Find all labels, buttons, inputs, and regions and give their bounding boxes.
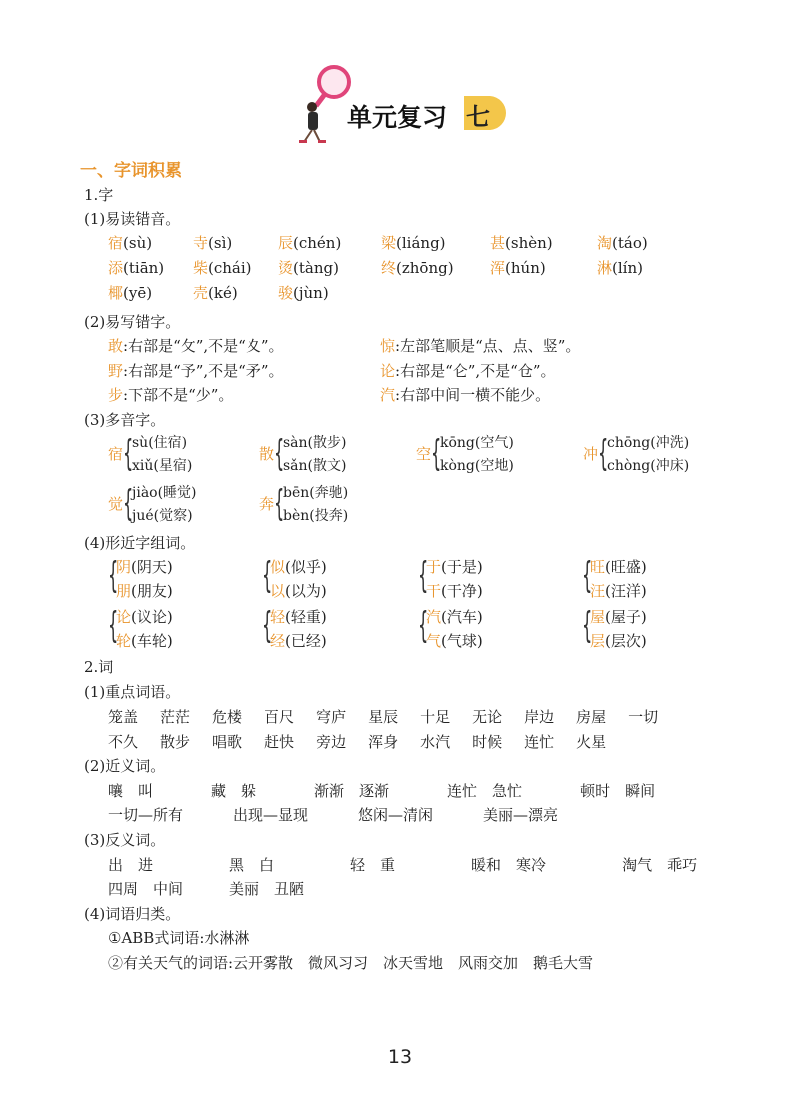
polyphone-char: 宿 [108, 445, 124, 463]
polyphone-reading: xiǔ(星宿) [132, 458, 193, 474]
word-item: 火星 [576, 733, 607, 751]
pron-char: 宿 [108, 234, 124, 252]
similar-char: 汪 [590, 582, 606, 600]
word-item: 时候 [472, 733, 503, 751]
easy-pron-label: (1)易读错音。 [84, 210, 181, 228]
pron-char: 梁 [381, 234, 397, 252]
polyphone-char: 空 [416, 445, 432, 463]
pron-pinyin: (lín) [612, 259, 643, 277]
brace-icon: { [431, 433, 442, 474]
polyphone-reading: bēn(奔驰) [283, 485, 349, 501]
similar-char: 论 [116, 608, 132, 626]
write-char: 论 [380, 362, 396, 380]
write-note: :左部笔顺是“点、点、竖”。 [395, 337, 581, 355]
polyphone-reading: sù(住宿) [132, 435, 188, 451]
similar-example: (朋友) [131, 582, 173, 600]
similar-word [116, 580, 173, 601]
pron-item [490, 232, 553, 253]
polyphone-reading: chòng(冲床) [607, 458, 690, 474]
polyphone-reading: jué(觉察) [132, 508, 193, 524]
similar-char: 似 [270, 558, 286, 576]
similar-char: 气 [426, 632, 442, 650]
brace-icon: { [274, 433, 285, 474]
brace-icon: { [582, 605, 593, 646]
word-item: 美丽 丑陋 [229, 880, 305, 898]
word-item: 浑身 [368, 733, 399, 751]
pron-pinyin: (jùn) [293, 284, 329, 302]
brace-icon: { [418, 555, 429, 596]
similar-example: (阴天) [131, 558, 173, 576]
word-item: 百尺 [264, 708, 295, 726]
antonyms-label: (3)反义词。 [84, 831, 166, 849]
word-item: 散步 [160, 733, 191, 751]
similar-word [270, 556, 327, 577]
brace-icon: { [274, 483, 285, 524]
pron-char: 甚 [490, 234, 506, 252]
word-item: 十足 [420, 708, 451, 726]
word-item: 一切 [628, 708, 659, 726]
word-item: 水汽 [420, 733, 451, 751]
word-item: 渐渐 逐渐 [314, 782, 390, 800]
word-item: 顿时 瞬间 [580, 782, 656, 800]
similar-word [590, 630, 647, 651]
pron-char: 浑 [490, 259, 506, 277]
pron-pinyin: (zhōng) [396, 259, 454, 277]
write-item [108, 360, 284, 381]
pron-item [381, 232, 446, 253]
word-item: 出现—显现 [233, 806, 309, 824]
pron-item [278, 282, 329, 303]
word-item: 连忙 急忙 [447, 782, 523, 800]
word-item: 淘气 乖巧 [622, 856, 698, 874]
word-item: 危楼 [212, 708, 243, 726]
polyphone-char: 冲 [583, 445, 599, 463]
word-item: 藏 躲 [211, 782, 257, 800]
polyphone-reading: sàn(散步) [283, 435, 347, 451]
pron-item [278, 232, 341, 253]
brace-icon: { [123, 433, 134, 474]
pron-item [597, 232, 648, 253]
synonyms-line-2 [108, 804, 558, 825]
pron-pinyin: (tiān) [123, 259, 165, 277]
synonyms-line-1 [108, 780, 655, 801]
similar-example: (似乎) [285, 558, 327, 576]
category-item-2: ②有关天气的词语:云开雾散 微风习习 冰天雪地 风雨交加 鹅毛大雪 [108, 954, 594, 972]
similar-char: 于 [426, 558, 442, 576]
pron-pinyin: (hún) [505, 259, 546, 277]
pron-pinyin: (ké) [208, 284, 238, 302]
similar-word [116, 606, 173, 627]
similar-word [116, 630, 173, 651]
key-words-line-1 [108, 706, 658, 727]
brace-icon: { [598, 433, 609, 474]
write-char: 汽 [380, 386, 396, 404]
pron-item [108, 257, 164, 278]
similar-word [426, 580, 483, 601]
pron-pinyin: (táo) [612, 234, 648, 252]
write-note: :右部是“予”,不是“矛”。 [123, 362, 284, 380]
word-item: 唱歌 [212, 733, 243, 751]
pron-char: 柴 [193, 259, 209, 277]
similar-char: 经 [270, 632, 286, 650]
brace-icon: { [418, 605, 429, 646]
key-words-label: (1)重点词语。 [84, 683, 181, 701]
word-item: 一切—所有 [108, 806, 184, 824]
similar-char: 屋 [590, 608, 606, 626]
pron-pinyin: (yē) [123, 284, 153, 302]
page-number: 13 [387, 1046, 413, 1068]
similar-example: (气球) [441, 632, 483, 650]
word-item: 悠闲—清闲 [358, 806, 434, 824]
similar-example: (轻重) [285, 608, 327, 626]
polyphone-reading: kòng(空地) [440, 458, 514, 474]
word-item: 茫茫 [160, 708, 191, 726]
pron-pinyin: (tàng) [293, 259, 339, 277]
word-item: 笼盖 [108, 708, 139, 726]
polyphone-char: 散 [259, 445, 275, 463]
similar-example: (汪洋) [605, 582, 647, 600]
easy-write-label: (2)易写错字。 [84, 313, 181, 331]
similar-example: (于是) [441, 558, 483, 576]
word-item: 赶快 [264, 733, 295, 751]
antonyms-line-2 [108, 878, 304, 899]
similar-char: 朋 [116, 582, 132, 600]
write-char: 敢 [108, 337, 124, 355]
write-note: :右部是“攵”,不是“夊”。 [123, 337, 284, 355]
part1-label: 1.字 [84, 186, 114, 204]
write-item [380, 335, 580, 356]
word-item: 不久 [108, 733, 139, 751]
polyphone-label: (3)多音字。 [84, 411, 166, 429]
pron-item [193, 232, 232, 253]
section-heading: 一、字词积累 [80, 161, 182, 181]
antonyms-line-1 [108, 854, 697, 875]
similar-example: (车轮) [131, 632, 173, 650]
unit-number: 七 [466, 103, 490, 131]
write-note: :下部不是“少”。 [123, 386, 234, 404]
similar-char: 以 [270, 582, 286, 600]
polyphone-reading: chōng(冲洗) [607, 435, 690, 451]
brace-icon: { [582, 555, 593, 596]
pron-pinyin: (liáng) [396, 234, 446, 252]
pron-item [108, 282, 152, 303]
similar-example: (已经) [285, 632, 327, 650]
word-item: 旁边 [316, 733, 347, 751]
pron-pinyin: (shèn) [505, 234, 553, 252]
word-item: 嚷 叫 [108, 782, 154, 800]
unit-badge [460, 92, 502, 134]
brace-icon: { [123, 483, 134, 524]
similar-example: (层次) [605, 632, 647, 650]
similar-example: (干净) [441, 582, 483, 600]
pron-char: 烫 [278, 259, 294, 277]
similar-word [116, 556, 173, 577]
similar-word [590, 556, 647, 577]
similar-label: (4)形近字组词。 [84, 534, 196, 552]
pron-item [193, 282, 238, 303]
brace-icon: { [262, 555, 273, 596]
similar-word [270, 630, 327, 651]
similar-word [426, 630, 483, 651]
word-item: 美丽—漂亮 [483, 806, 559, 824]
categories-label: (4)词语归类。 [84, 905, 181, 923]
write-item [380, 384, 550, 405]
similar-char: 轻 [270, 608, 286, 626]
similar-example: (汽车) [441, 608, 483, 626]
pron-item [490, 257, 546, 278]
pron-char: 终 [381, 259, 397, 277]
pron-pinyin: (sù) [123, 234, 153, 252]
pron-item [381, 257, 454, 278]
key-words-line-2 [108, 731, 606, 752]
pron-char: 添 [108, 259, 124, 277]
write-char: 惊 [380, 337, 396, 355]
write-char: 步 [108, 386, 124, 404]
similar-word [426, 556, 483, 577]
write-item [108, 384, 233, 405]
pron-item [278, 257, 339, 278]
write-note: :右部是“仑”,不是“仓”。 [395, 362, 556, 380]
similar-word [270, 606, 327, 627]
pron-pinyin: (sì) [208, 234, 233, 252]
word-item: 轻 重 [350, 856, 396, 874]
polyphone-char: 觉 [108, 495, 124, 513]
pron-char: 椰 [108, 284, 124, 302]
similar-word [426, 606, 483, 627]
similar-char: 旺 [590, 558, 606, 576]
similar-example: (以为) [285, 582, 327, 600]
pron-item [108, 232, 152, 253]
word-item: 连忙 [524, 733, 555, 751]
category-item-1: ①ABB式词语:水淋淋 [108, 929, 250, 947]
brace-icon: { [262, 605, 273, 646]
write-item [380, 360, 556, 381]
word-item: 暖和 寒冷 [471, 856, 547, 874]
pron-pinyin: (chén) [293, 234, 342, 252]
word-item: 房屋 [576, 708, 607, 726]
write-note: :右部中间一横不能少。 [395, 386, 551, 404]
pron-char: 寺 [193, 234, 209, 252]
page-title: 单元复习 [347, 103, 448, 132]
similar-word [590, 606, 647, 627]
similar-char: 汽 [426, 608, 442, 626]
polyphone-reading: bèn(投奔) [283, 508, 349, 524]
similar-char: 阴 [116, 558, 132, 576]
brace-icon: { [108, 555, 119, 596]
similar-example: (屋子) [605, 608, 647, 626]
pron-char: 壳 [193, 284, 209, 302]
word-item: 岸边 [524, 708, 555, 726]
word-item: 出 进 [108, 856, 154, 874]
pron-char: 骏 [278, 284, 294, 302]
part2-label: 2.词 [84, 658, 114, 676]
write-item [108, 335, 284, 356]
polyphone-char: 奔 [259, 495, 275, 513]
similar-word [270, 580, 327, 601]
polyphone-reading: sǎn(散文) [283, 458, 347, 474]
similar-word [590, 580, 647, 601]
similar-example: (旺盛) [605, 558, 647, 576]
word-item: 无论 [472, 708, 503, 726]
synonyms-label: (2)近义词。 [84, 757, 166, 775]
pron-item [193, 257, 252, 278]
write-char: 野 [108, 362, 124, 380]
pron-item [597, 257, 643, 278]
word-item: 黑 白 [229, 856, 275, 874]
pron-pinyin: (chái) [208, 259, 252, 277]
similar-char: 轮 [116, 632, 132, 650]
word-item: 四周 中间 [108, 880, 184, 898]
pron-char: 淋 [597, 259, 613, 277]
polyphone-reading: kōng(空气) [440, 435, 514, 451]
word-item: 穹庐 [316, 708, 347, 726]
brace-icon: { [108, 605, 119, 646]
polyphone-reading: jiào(睡觉) [132, 485, 197, 501]
pron-char: 淘 [597, 234, 613, 252]
similar-char: 干 [426, 582, 442, 600]
similar-char: 层 [590, 632, 606, 650]
similar-example: (议论) [131, 608, 173, 626]
word-item: 星辰 [368, 708, 399, 726]
title-banner [292, 62, 522, 146]
pron-char: 辰 [278, 234, 294, 252]
